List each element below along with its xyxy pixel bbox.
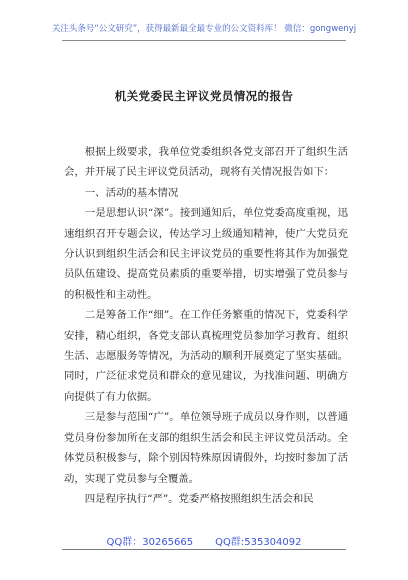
body-paragraph: 二是筹备工作“细”。在工作任务繁重的情况下，党委科学安排，精心组织，各党支部认真梳理党员参加学习教育、组织生活、志愿服务等情况，为活动的顺利开展奠定了坚实基础。同时，广泛征求党员和群众的意见建议，为找准问题、明确方向提供了有力依据。 (64, 309, 348, 403)
body-paragraph: 一是思想认识“深”。接到通知后，单位党委高度重视，迅速组织召开专题会议，传达学习上级通知精神，使广大党员充分认识到组织生活会和民主评议党员的重要性将其作为加强党员队伍建设、提高党员素质的重要举措，切实增强了党员参与的积极性和主动性。 (64, 207, 348, 301)
footer-divider (62, 549, 346, 550)
intro-paragraph: 根据上级要求，我单位党委组织各党支部召开了组织生活会，并开展了民主评议党员活动，现将有关情况报告如下： (64, 146, 348, 179)
document-body (64, 142, 348, 509)
document-title: 机关党委民主评议党员情况的报告 (114, 89, 294, 103)
header-divider (62, 40, 346, 41)
body-paragraph: 四是程序执行“严”。党委严格按照组织生活会和民 (84, 492, 314, 505)
body-paragraph: 三是参与范围“广”。单位领导班子成员以身作则，以普通党员身份参加所在支部的组织生活会和民主评议党员活动。全体党员积极参与，除个别因特殊原因请假外，均按时参加了活动，实现了党员参与全覆盖。 (64, 411, 348, 485)
section-heading: 一、活动的基本情况 (84, 186, 179, 199)
footer-qq-group-1: QQ群：30265665 (106, 537, 194, 548)
footer-qq-group-2: QQ群:535304092 (215, 537, 302, 548)
page-footer (0, 533, 408, 548)
page-header: 关注头条号“公文研究”，获得最新最全最专业的公文资料库！ 微信：gongwenyj (51, 24, 357, 34)
